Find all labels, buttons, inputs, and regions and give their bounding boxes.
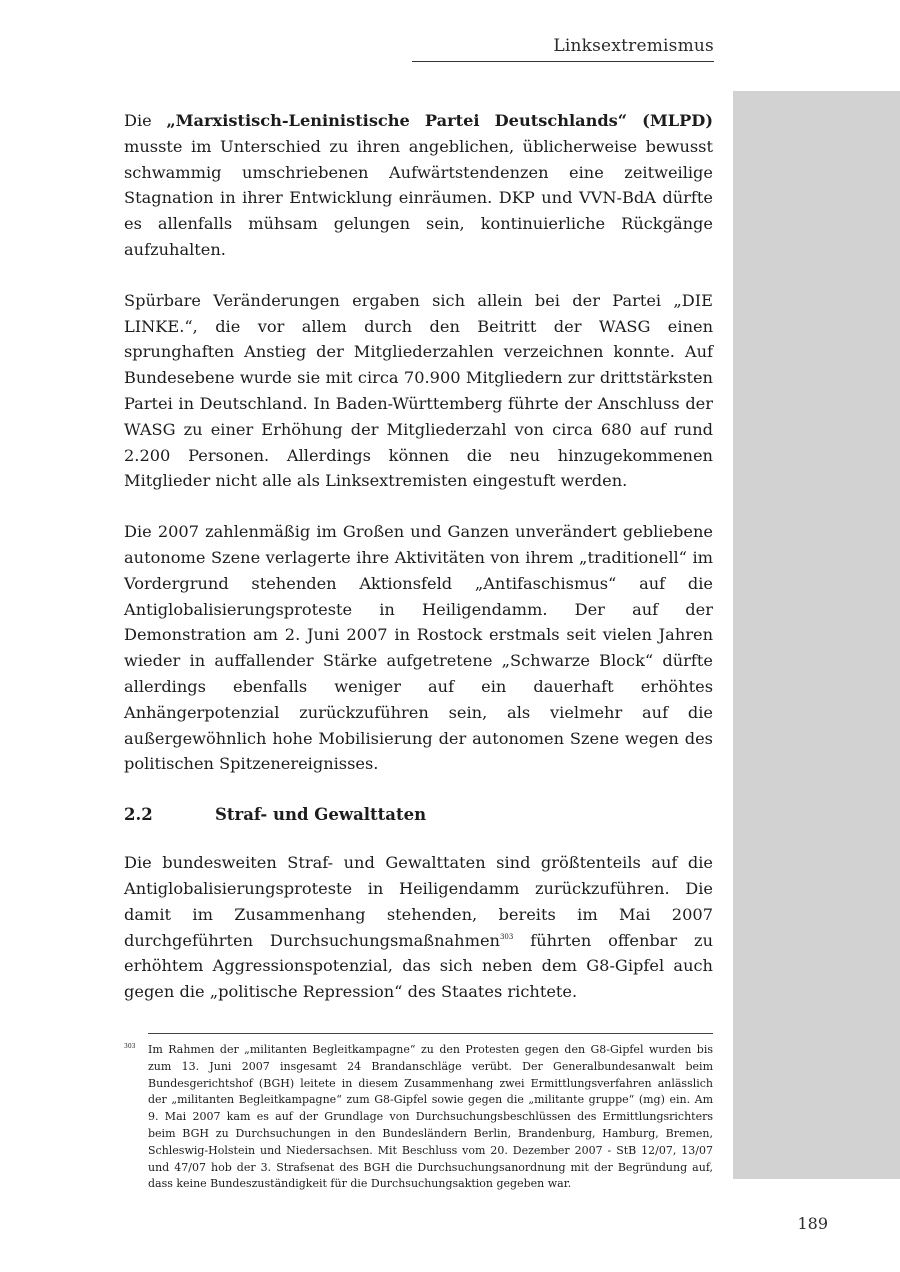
- footnote-text: Im Rahmen der „militanten Begleitkampagne“ zu den Protesten gegen den G8-Gipfel wurden bis zum 13. Juni 2007 insgesamt 24 Brandanschläge verübt. Der Generalbundesanwalt beim Bundesgerichtshof (BGH) leitete in diesem Zusammenhang zwei Ermittlungsverfahren anlässlich der „militanten Begleitkampagne“ zum G8-Gipfel sowie gegen die „militante gruppe“ (mg) ein. Am 9. Mai 2007 kam es auf der Grundlage von Durchsuchungsbeschlüssen des Ermittlungsrichters beim BGH zu Durchsuchungen in den Bundesländern Berlin, Brandenburg, Hamburg, Bremen, Schleswig-Holstein und Niedersachsen. Mit Beschluss vom 20. Dezember 2007 - StB 12/07, 13/07 und 47/07 hob der 3. Strafsenat des BGH die Durchsuchungsanordnung mit der Begründung auf, dass keine Bundeszuständigkeit für die Durchsuchungsaktion gegeben war.: [148, 1043, 713, 1191]
- paragraph-autonome-szene: Die 2007 zahlenmäßig im Großen und Ganzen unverändert gebliebene autonome Szene verlagerte ihre Aktivitäten von ihrem „traditionell“ im Vordergrund stehenden Aktionsfeld „Antifaschismus“ auf die Antiglobalisierungsproteste in Heiligendamm. Der auf der Demonstration am 2. Juni 2007 in Rostock erstmals seit vielen Jahren wieder in auffallender Stärke aufgetretene „Schwarze Block“ dürfte allerdings ebenfalls weniger auf ein dauerhaft erhöhtes Anhängerpotenzial zurückzuführen sein, als vielmehr auf die außergewöhnlich hohe Mobilisierung der autonomen Szene wegen des politischen Spitzenereignisses.: [124, 522, 713, 774]
- footnote-rule: [148, 1033, 713, 1034]
- footnote-reference[interactable]: 303: [499, 932, 514, 941]
- running-header: Linksextremismus: [553, 36, 714, 56]
- section-heading: [124, 802, 713, 828]
- margin-tab-bar: [733, 91, 900, 1179]
- section-title: Straf- und Gewalttaten: [215, 805, 427, 825]
- footnote: [124, 1042, 713, 1193]
- page-number: 189: [797, 1214, 828, 1233]
- party-name-bold: „Marxistisch-Leninistische Partei Deutschlands“ (MLPD): [166, 111, 713, 130]
- section-number: 2.2: [124, 805, 153, 825]
- paragraph-mlpd: Die „Marxistisch-Leninistische Partei Deutschlands“ (MLPD) musste im Unterschied zu ihren angeblichen, üblicherweise bewusst schwammig umschriebenen Aufwärtstendenzen eine zeitweilige Stagnation in ihrer Entwicklung einräumen. DKP und VVN-BdA dürfte es allenfalls mühsam gelungen sein, kontinuierliche Rückgänge aufzuhalten.: [124, 111, 713, 259]
- body-text: [124, 108, 713, 1030]
- header-rule: [412, 61, 714, 62]
- paragraph-straftaten: Die bundesweiten Straf- und Gewalttaten sind größtenteils auf die Antiglobalisierungsproteste in Heiligendamm zurückzuführen. Die damit im Zusammenhang stehenden, bereits im Mai 2007 durchgeführten Durchsuchungsmaßnahmen$^{303}$ führten offenbar zu erhöhtem Aggressionspotenzial, das sich neben dem G8-Gipfel auch gegen die „politische Repression“ des Staates richtete.: [124, 853, 713, 1002]
- paragraph-die-linke: Spürbare Veränderungen ergaben sich allein bei der Partei „DIE LINKE.“, die vor allem durch den Beitritt der WASG einen sprunghaften Anstieg der Mitgliederzahlen verzeichnen konnte. Auf Bundesebene wurde sie mit circa 70.900 Mitgliedern zur drittstärksten Partei in Deutschland. In Baden-Württemberg führte der Anschluss der WASG zu einer Erhöhung der Mitgliederzahl von circa 680 auf rund 2.200 Personen. Allerdings können die neu hinzugekommenen Mitglieder nicht alle als Linksextremisten eingestuft werden.: [124, 290, 713, 491]
- footnote-number: 303: [124, 1043, 136, 1050]
